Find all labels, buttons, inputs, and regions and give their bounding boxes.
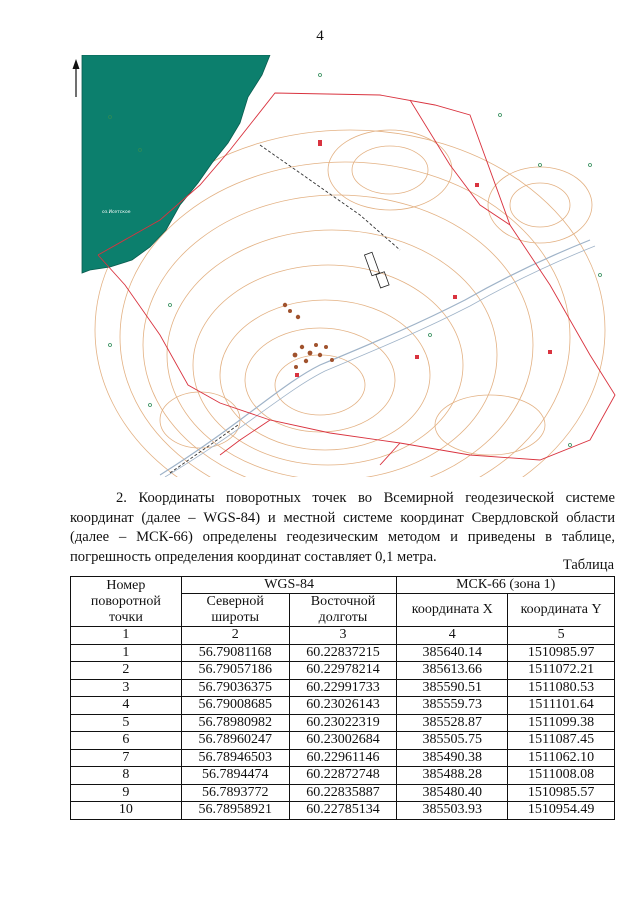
header-y: координата Y	[508, 594, 615, 627]
cell: 1511062.10	[508, 749, 615, 767]
cell: 385480.40	[397, 784, 508, 802]
cell: 56.79036375	[181, 679, 289, 697]
cell: 56.78958921	[181, 802, 289, 820]
cell: 60.22835887	[289, 784, 397, 802]
header-msk66: МСК-66 (зона 1)	[397, 577, 615, 594]
cell: 1511080.53	[508, 679, 615, 697]
cell: 385490.38	[397, 749, 508, 767]
hill-features	[283, 303, 334, 369]
cell: 385488.28	[397, 767, 508, 785]
header-point-number: Номер поворотной точки	[71, 577, 182, 627]
cell: 60.22785134	[289, 802, 397, 820]
table-row	[71, 802, 615, 820]
cell: 56.7893772	[181, 784, 289, 802]
cell: 385528.87	[397, 714, 508, 732]
cell: 5	[71, 714, 182, 732]
column-number: 5	[508, 627, 615, 645]
cell: 1510985.97	[508, 644, 615, 662]
header-row-1	[71, 577, 615, 594]
cell: 1511072.21	[508, 662, 615, 680]
cell: 7	[71, 749, 182, 767]
table-row	[71, 767, 615, 785]
cell: 385640.14	[397, 644, 508, 662]
cell: 385590.51	[397, 679, 508, 697]
cell: 56.79081168	[181, 644, 289, 662]
cell: 60.23002684	[289, 732, 397, 750]
cell: 385559.73	[397, 697, 508, 715]
cell: 60.22991733	[289, 679, 397, 697]
cell: 56.78980982	[181, 714, 289, 732]
cell: 385503.93	[397, 802, 508, 820]
cell: 56.78960247	[181, 732, 289, 750]
table-row	[71, 784, 615, 802]
coordinates-table	[70, 576, 615, 820]
buildings	[364, 252, 389, 288]
table-row	[71, 644, 615, 662]
cell: 6	[71, 732, 182, 750]
north-arrow-icon	[73, 59, 80, 97]
cell: 2	[71, 662, 182, 680]
column-number-row	[71, 627, 615, 645]
cell: 56.79057186	[181, 662, 289, 680]
cell: 8	[71, 767, 182, 785]
cell: 4	[71, 697, 182, 715]
table-row	[71, 697, 615, 715]
cell: 1510954.49	[508, 802, 615, 820]
column-number: 4	[397, 627, 508, 645]
cell: 60.22872748	[289, 767, 397, 785]
cell: 385505.75	[397, 732, 508, 750]
column-number: 3	[289, 627, 397, 645]
cell: 60.22961146	[289, 749, 397, 767]
table-row	[71, 732, 615, 750]
table-row	[71, 749, 615, 767]
cell: 60.23026143	[289, 697, 397, 715]
cell: 56.79008685	[181, 697, 289, 715]
table-caption: Таблица	[562, 557, 614, 573]
cell: 9	[71, 784, 182, 802]
red-markers	[295, 140, 552, 377]
table-row	[71, 662, 615, 680]
lake-label: оз.Исетское	[102, 210, 131, 215]
coordinates-paragraph: 2. Координаты поворотных точек во Всемирной геодезической системе координат (далее – WGS-84) и местной системе координат Свердловской области (далее – МСК-66) определены геодезическим методом и приведены в таблице, погрешность определения координат составляет 0,1 метра.	[70, 490, 615, 565]
cell: 60.22837215	[289, 644, 397, 662]
header-longitude: Восточной долготы	[289, 594, 397, 627]
cell: 56.7894474	[181, 767, 289, 785]
site-map	[70, 55, 618, 477]
cell: 3	[71, 679, 182, 697]
cell: 56.78946503	[181, 749, 289, 767]
table-row	[71, 714, 615, 732]
header-latitude: Северной широты	[181, 594, 289, 627]
cell: 1511101.64	[508, 697, 615, 715]
cell: 60.22978214	[289, 662, 397, 680]
lake-shape	[82, 55, 270, 273]
page-number: 4	[316, 28, 324, 44]
header-x: координата X	[397, 594, 508, 627]
cell: 385613.66	[397, 662, 508, 680]
cell: 1510985.57	[508, 784, 615, 802]
cell: 60.23022319	[289, 714, 397, 732]
cell: 1511099.38	[508, 714, 615, 732]
table-row	[71, 679, 615, 697]
header-wgs84: WGS-84	[181, 577, 397, 594]
tracks	[170, 145, 400, 473]
cell: 10	[71, 802, 182, 820]
column-number: 2	[181, 627, 289, 645]
cell: 1511087.45	[508, 732, 615, 750]
column-number: 1	[71, 627, 182, 645]
cell: 1	[71, 644, 182, 662]
cell: 1511008.08	[508, 767, 615, 785]
